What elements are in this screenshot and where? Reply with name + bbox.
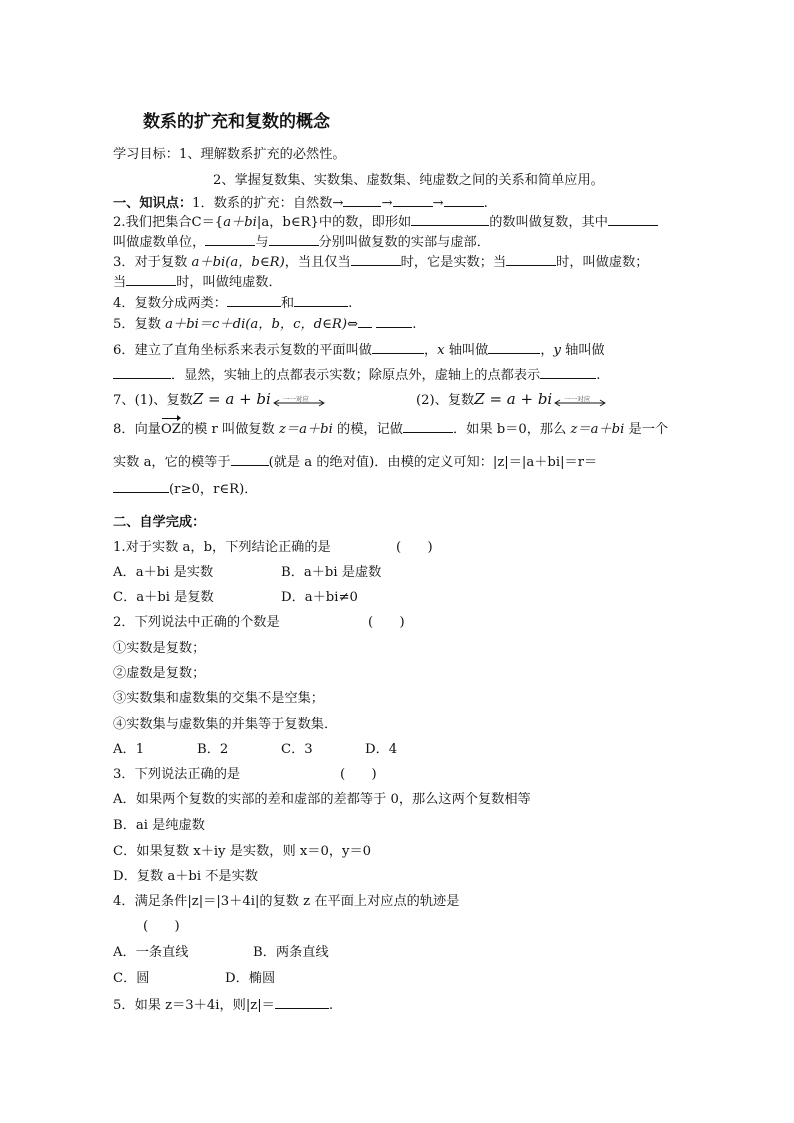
option-b: B．2: [197, 742, 229, 757]
item-2: [113, 213, 658, 232]
question-4: 4．满足条件|z|＝|3＋4i|的复数 z 在平面上对应点的轨迹是: [113, 894, 460, 909]
blank: [393, 194, 433, 207]
blank: [403, 420, 453, 433]
item-6-text-f: ．显然，实轴上的点都表示实数；除原点外，虚轴上的点都表示: [171, 368, 541, 383]
question-3: 3．下列说法正确的是: [113, 767, 241, 782]
item-6-comma: ，: [423, 343, 438, 358]
option-c: C．如果复数 x＋iy 是实数，则 x＝0，y＝0: [113, 844, 372, 859]
item-3-text-f: 时，叫做纯虚数．: [176, 275, 282, 290]
blank: [506, 253, 556, 266]
item-1: 一、知识点：1．数系的扩充：自然数→ → → .: [113, 196, 488, 211]
item-5: 5．复数 a＋bi＝c＋di(a，b，c，d∈R)⇔ .: [113, 317, 417, 332]
blank: [372, 341, 424, 354]
item-7-part-2: [416, 390, 608, 410]
item-7-text-b: (2)、复数: [416, 393, 475, 408]
item-3-text-b: ，当且仅当: [284, 255, 351, 270]
item-8-cont-2: [113, 480, 257, 499]
item-2-set: a＋bi: [223, 215, 257, 230]
item-2-text-g: 分别叫做复数的实部与虚部．: [318, 235, 490, 250]
item-5-iff: ⇔: [346, 317, 359, 332]
blank: [126, 273, 176, 286]
vector-oz: OZ: [160, 422, 181, 437]
section-1-heading: 一、知识点：: [113, 196, 193, 211]
one-to-one-arrow-icon: [552, 393, 608, 409]
item-8: [113, 420, 668, 439]
item-6-cont: ．显然，实轴上的点都表示实数；除原点外，虚轴上的点都表示 .: [113, 366, 600, 385]
option-c: C．3: [281, 742, 313, 757]
question-1-text: 1.对于实数 a，b，下列结论正确的是: [113, 540, 331, 555]
answer-paren: ( ): [368, 615, 405, 630]
item-3-text-e: 当: [113, 275, 127, 290]
item-2-text: 2.我们把集合C＝{: [113, 215, 224, 230]
item-8-text-h: (r≥0，r∈R)．: [169, 482, 258, 497]
item-2-cont: [113, 233, 490, 252]
item-8-text-g: (就是 a 的绝对值)．由模的定义可知：|z|＝|a＋bi|＝r＝: [268, 455, 598, 470]
learning-goal-2: 2、掌握复数集、实数集、虚数集、纯虚数之间的关系和简单应用。: [213, 173, 604, 188]
item-8-cont: [113, 453, 597, 472]
item-8-text-b: 的模 r 叫做复数: [180, 422, 279, 437]
option-a: A．a＋bi 是实数: [113, 565, 214, 580]
goal-1-text: 1、理解数系扩充的必然性。: [178, 147, 346, 162]
option-c: C．圆: [113, 971, 150, 986]
item-8-z: z＝a＋bi: [278, 422, 333, 437]
goals-label: 学习目标：: [113, 147, 179, 162]
item-2-text-f: 与: [255, 235, 269, 250]
question-5-period: .: [328, 998, 334, 1013]
option-b: B．两条直线: [253, 945, 329, 960]
blank: [343, 194, 381, 207]
option-d: D．复数 a＋bi 不是实数: [113, 869, 258, 884]
blank: [275, 996, 329, 1009]
blank: [376, 315, 412, 328]
blank: [113, 366, 171, 379]
item-2-text-d: 的数叫做复数，其中: [489, 215, 608, 230]
item-8-text: 8．向量: [113, 422, 161, 437]
option-b: B．a＋bi 是虚数: [281, 565, 382, 580]
answer-paren: ( ): [340, 767, 377, 782]
blank: [294, 294, 348, 307]
one-to-one-arrow-icon: [271, 393, 327, 409]
blank: [227, 294, 281, 307]
item-6-comma-2: ，: [540, 343, 554, 358]
item-8-text-e: 是一个: [624, 422, 669, 437]
item-2-text-e: 叫做虚数单位，: [113, 235, 206, 250]
blank: [269, 233, 319, 246]
statement-3: ③实数集和虚数集的交集不是空集；: [113, 691, 324, 706]
item-7-text: 7、(1)、复数: [113, 393, 193, 408]
blank: [205, 233, 255, 246]
blank: [488, 341, 540, 354]
correspondence-label: 一一对应: [282, 394, 309, 403]
arrow: →: [381, 196, 393, 211]
item-8-z-2: z＝a＋bi: [570, 422, 625, 437]
item-4-text-b: 和: [280, 296, 295, 311]
statement-2: ②虚数是复数；: [113, 666, 206, 681]
item-4-text: 4．复数分成两类：: [113, 296, 227, 311]
option-c: C．a＋bi 是复数: [113, 590, 214, 605]
option-d: D．a＋bi≠0: [281, 590, 358, 605]
item-7-expr-2: Z = a + bi: [474, 390, 553, 408]
question-5: [113, 996, 333, 1015]
item-3-cont: [113, 273, 282, 292]
answer-paren: ( ): [143, 919, 180, 934]
item-3-text-d: 时，叫做虚数；: [556, 255, 649, 270]
item-7-expr-1: Z = a + bi: [192, 390, 271, 408]
item-1-text: 1．数系的扩充：自然数→: [192, 196, 344, 211]
section-2-heading: 二、自学完成：: [113, 515, 206, 530]
item-2-bar: |: [256, 215, 262, 230]
item-3: [113, 253, 648, 272]
option-d: D．椭圆: [225, 971, 276, 986]
arrow: →: [432, 196, 444, 211]
item-6-text-e: 轴叫做: [560, 343, 605, 358]
question-5-text: 5．如果 z＝3＋4i，则|z|＝: [113, 998, 275, 1013]
blank: [358, 315, 372, 328]
blank: [113, 480, 169, 493]
item-6-y: y: [553, 343, 561, 358]
blank: [231, 453, 269, 466]
answer-paren: ( ): [396, 540, 433, 555]
blank: [351, 253, 401, 266]
item-8-text-d: ．如果 b＝0，那么: [452, 422, 571, 437]
option-b: B．ai 是纯虚数: [113, 818, 205, 833]
question-1: [113, 539, 331, 557]
item-3-text: 3．对于复数: [113, 255, 192, 270]
item-6-text-c: 轴叫做: [444, 343, 489, 358]
correspondence-label: 一一对应: [564, 394, 591, 403]
item-6-text: 6．建立了直角坐标系来表示复数的平面叫做: [113, 343, 372, 358]
item-5-expr: a＋bi＝c＋di(a，b，c，d∈R): [165, 317, 347, 332]
question-2: 2．下列说法中正确的个数是: [113, 615, 280, 630]
page-title: 数系的扩充和复数的概念: [143, 112, 330, 132]
item-7: [113, 390, 327, 410]
item-3-text-c: 时，它是实数；当: [400, 255, 507, 270]
option-a: A．1: [113, 742, 145, 757]
item-4: 4．复数分成两类： 和 .: [113, 296, 353, 311]
option-a: A．一条直线: [113, 945, 189, 960]
blank: [540, 366, 596, 379]
item-3-expr: a＋bi(a，b∈R): [191, 255, 285, 270]
option-d: D．4: [365, 742, 398, 757]
item-5-text: 5．复数: [113, 317, 166, 332]
item-8-text-c: 的模，记做: [332, 422, 403, 437]
item-2-text-b: a，b∈R}中的数，即形如: [261, 215, 412, 230]
blank: [444, 194, 484, 207]
blank: [608, 213, 658, 226]
statement-4: ④实数集与虚数集的并集等于复数集．: [113, 717, 338, 732]
option-a: A．如果两个复数的实部的差和虚部的差都等于 0，那么这两个复数相等: [113, 792, 531, 807]
statement-1: ①实数是复数；: [113, 641, 206, 656]
item-8-text-f: 实数 a，它的模等于: [113, 455, 231, 470]
item-6-x: x: [437, 343, 445, 358]
blank: [411, 213, 489, 226]
item-6: [113, 341, 605, 360]
learning-goal-1: [113, 146, 346, 164]
